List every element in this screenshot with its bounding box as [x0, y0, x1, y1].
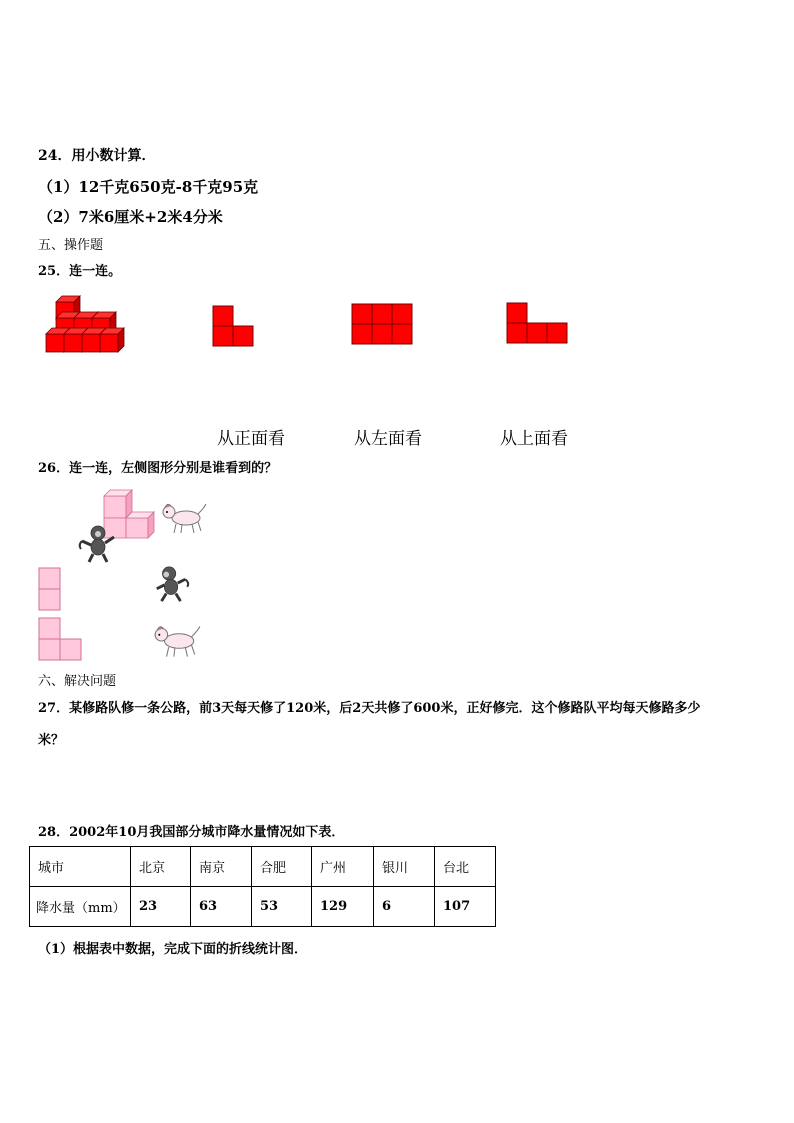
table-cell: 北京: [131, 847, 191, 887]
table-cell: 台北: [435, 847, 496, 887]
table-cell: 53: [252, 887, 312, 927]
section-6-heading: 六、解决问题: [38, 674, 117, 689]
q26-title: 26．连一连，左侧图形分别是谁看到的？: [38, 461, 278, 476]
table-row: [30, 847, 496, 887]
table-cell: 23: [131, 887, 191, 927]
view-label-front: 从正面看: [217, 429, 285, 449]
q27-line1: 27．某修路队修一条公路，前3天每天修了120米，后2天共修了600米，正好修完．这个修路队平均每天修路多少: [38, 701, 701, 716]
section-5-heading: 五、操作题: [38, 238, 104, 253]
q28-title: 28．2002年10月我国部分城市降水量情况如下表．: [38, 825, 345, 840]
red-cube-stack-figure: [46, 294, 126, 354]
pink-view-shape-l: [38, 617, 84, 661]
table-cell: 63: [191, 887, 252, 927]
q27-line2: 米？: [38, 733, 65, 748]
q25-title: 25．连一连。: [38, 264, 122, 279]
table-cell: 合肥: [252, 847, 312, 887]
view-shape-rectangle: [351, 303, 413, 345]
q24-item1: （1）12千克650克-8千克95克: [38, 178, 259, 196]
q24-title: 24．用小数计算．: [38, 148, 156, 164]
dog-icon: [160, 500, 208, 536]
view-label-top: 从上面看: [500, 429, 568, 449]
monkey-icon-2: [152, 565, 190, 603]
table-cell: 南京: [191, 847, 252, 887]
table-cell: 降水量（mm）: [30, 887, 131, 927]
table-cell: 107: [435, 887, 496, 927]
table-cell: 城市: [30, 847, 131, 887]
rainfall-table: [29, 846, 496, 927]
pink-view-shape-vertical: [38, 567, 62, 611]
table-cell: 广州: [312, 847, 374, 887]
view-shape-l-long: [506, 302, 568, 344]
q28-sub1: （1）根据表中数据，完成下面的折线统计图．: [38, 942, 308, 957]
table-cell: 银川: [374, 847, 435, 887]
table-cell: 6: [374, 887, 435, 927]
table-row: [30, 887, 496, 927]
table-cell: 129: [312, 887, 374, 927]
view-shape-l-small: [212, 305, 256, 347]
view-label-left: 从左面看: [354, 429, 422, 449]
q24-item2: （2）7米6厘米+2米4分米: [38, 208, 223, 226]
monkey-icon: [78, 525, 118, 563]
dog-icon-2: [152, 622, 202, 660]
